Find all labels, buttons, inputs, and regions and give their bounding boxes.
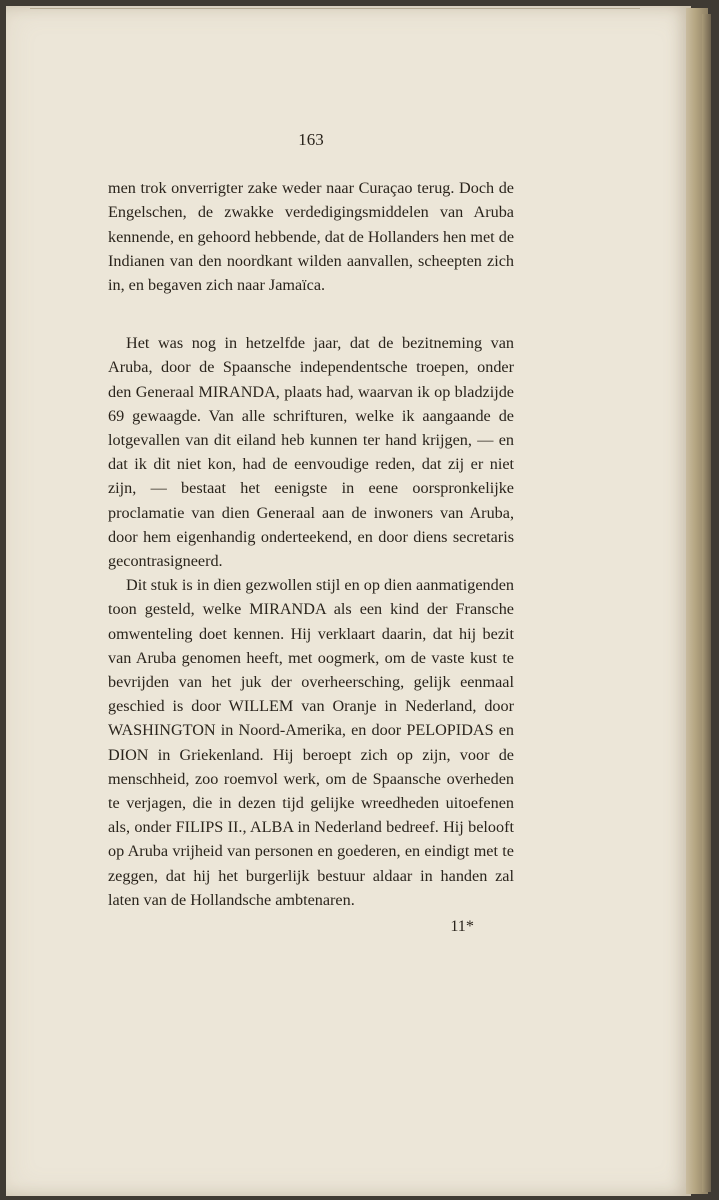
signature-mark: 11* [450,917,474,936]
paragraph-2: Het was nog in hetzelfde jaar, dat de bezitneming van Aruba, door de Spaansche independentsche troepen, onder den Generaal MIRANDA, plaats had, waarvan ik op bladzijde 69 gewaagde. Van alle schrifturen, welke ik aangaande de lotgevallen van dit eiland heb kunnen ter hand krijgen, — en dat ik dit niet kon, had de eenvoudige reden, dat zij er niet zijn, — bestaat het eenigste in eene oorspronkelijke proclamatie van dien Generaal aan de inwoners van Aruba, door hem eigenhandig onderteekend, en door diens secretaris gecontrasigneerd. [108,334,514,571]
page-text-block [108,128,514,938]
paragraph-1: men trok onverrigter zake weder naar Curaçao terug. Doch de Engelschen, de zwakke verdedigingsmiddelen van Aruba kennende, en gehoord hebbende, dat de Hollanders hen met de Indianen van den noordkant wilden aanvallen, scheepten zich in, en begaven zich naar Jamaïca. [108,179,514,295]
top-edge-line [30,8,640,9]
page-number: 163 [298,130,324,149]
paragraph-3: Dit stuk is in dien gezwollen stijl en op dien aanmatigenden toon gesteld, welke MIRANDA als een kind der Fransche omwenteling doet kennen. Hij verklaart daarin, dat hij bezit van Aruba genomen heeft, met oogmerk, om de vaste kust te bevrijden van het juk der overheersching, gelijk eenmaal geschied is door WILLEM van Oranje in Nederland, door WASHINGTON in Noord-Amerika, en door PELOPIDAS en DION in Griekenland. Hij beroept zich op zijn, voor de menschheid, zoo roemvol werk, om de Spaansche overheden te verjagen, die in dezen tijd gelijke wreedheden uitoefenen als, onder FILIPS II., ALBA in Nederland bedreef. Hij belooft op Aruba vrijheid van personen en goederen, en eindigt met te zeggen, dat hij het burgerlijk bestuur aldaar in handen zal laten van de Hollandsche ambtenaren. [108,576,514,909]
book-cover-edge [702,14,711,1192]
